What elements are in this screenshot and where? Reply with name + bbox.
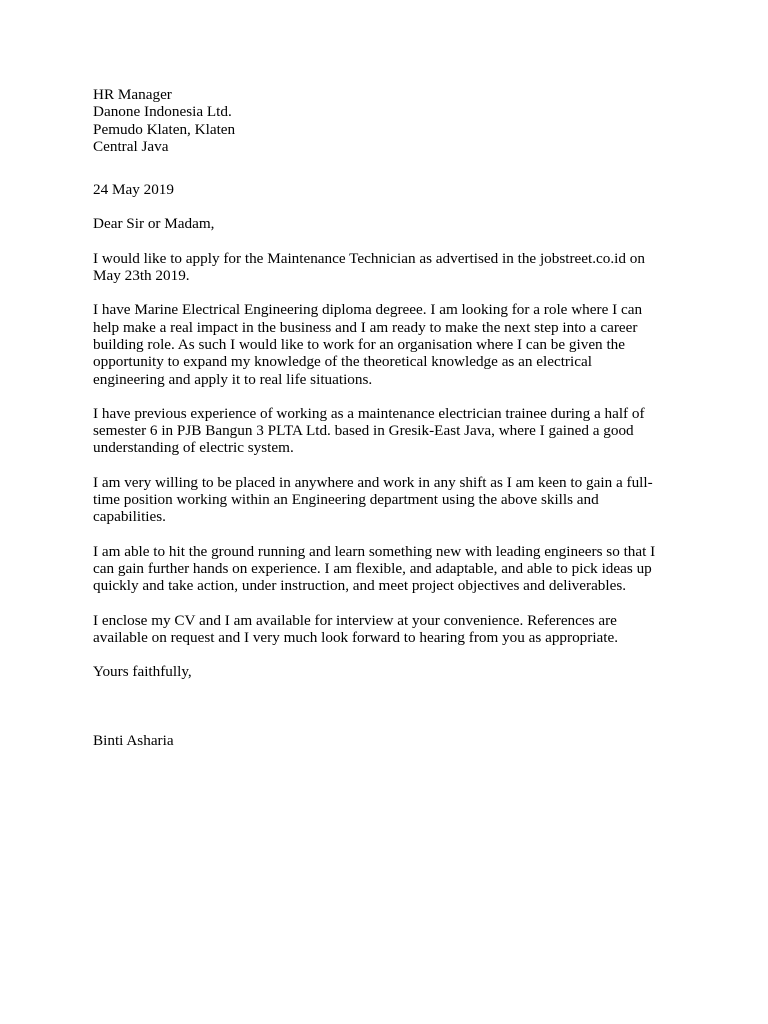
paragraph-line: building role. As such I would like to work for an organisation where I can be given the bbox=[93, 335, 625, 353]
paragraph-line: help make a real impact in the business and I am ready to make the next step into a career bbox=[93, 318, 638, 336]
paragraph-line: May 23th 2019. bbox=[93, 267, 190, 285]
paragraph-line: I am able to hit the ground running and learn something new with leading engineers so that I bbox=[93, 542, 656, 560]
recipient-line: Central Java bbox=[93, 137, 169, 155]
signature bbox=[93, 732, 683, 749]
closing-text: Yours faithfully, bbox=[93, 663, 192, 681]
recipient-line: Danone Indonesia Ltd. bbox=[93, 103, 232, 121]
recipient-address bbox=[93, 86, 683, 155]
paragraph-line: opportunity to expand my knowledge of the theoretical knowledge as an electrical bbox=[93, 353, 592, 371]
recipient-line: Pemudo Klaten, Klaten bbox=[93, 120, 236, 138]
letter-date bbox=[93, 181, 683, 198]
paragraph-line: time position working within an Engineering department using the above skills and bbox=[93, 491, 599, 509]
paragraph-line: can gain further hands on experience. I am flexible, and adaptable, and able to pick ideas up bbox=[93, 559, 652, 577]
paragraph-experience bbox=[93, 405, 683, 457]
paragraph-line: understanding of electric system. bbox=[93, 439, 294, 457]
paragraph-line: semester 6 in PJB Bangun 3 PLTA Ltd. based in Gresik-East Java, where I gained a good bbox=[93, 422, 634, 440]
paragraph-line: engineering and apply it to real life situations. bbox=[93, 370, 373, 388]
paragraph-line: I am very willing to be placed in anywhere and work in any shift as I am keen to gain a full- bbox=[93, 473, 653, 491]
recipient-line: HR Manager bbox=[93, 86, 172, 103]
salutation bbox=[93, 215, 683, 232]
paragraph-line: I enclose my CV and I am available for interview at your convenience. References are bbox=[93, 611, 617, 629]
paragraph-line: I would like to apply for the Maintenance Technician as advertised in the jobstreet.co.id on bbox=[93, 249, 645, 267]
salutation-text: Dear Sir or Madam, bbox=[93, 215, 215, 233]
signature-name: Binti Asharia bbox=[93, 732, 174, 750]
paragraph-line: capabilities. bbox=[93, 508, 166, 526]
paragraph-line: I have Marine Electrical Engineering diploma degreee. I am looking for a role where I can bbox=[93, 301, 643, 319]
closing bbox=[93, 663, 683, 680]
paragraph-line: I have previous experience of working as a maintenance electrician trainee during a half of bbox=[93, 404, 645, 422]
paragraph-enclosure bbox=[93, 612, 683, 647]
letter-page bbox=[93, 86, 683, 750]
date-text: 24 May 2019 bbox=[93, 181, 174, 199]
paragraph-line: quickly and take action, under instruction, and meet project objectives and deliverables. bbox=[93, 577, 627, 595]
paragraph-willingness bbox=[93, 474, 683, 526]
paragraph-abilities bbox=[93, 543, 683, 595]
paragraph-qualification bbox=[93, 301, 683, 387]
paragraph-application bbox=[93, 250, 683, 285]
paragraph-line: available on request and I very much look forward to hearing from you as appropriate. bbox=[93, 628, 619, 646]
